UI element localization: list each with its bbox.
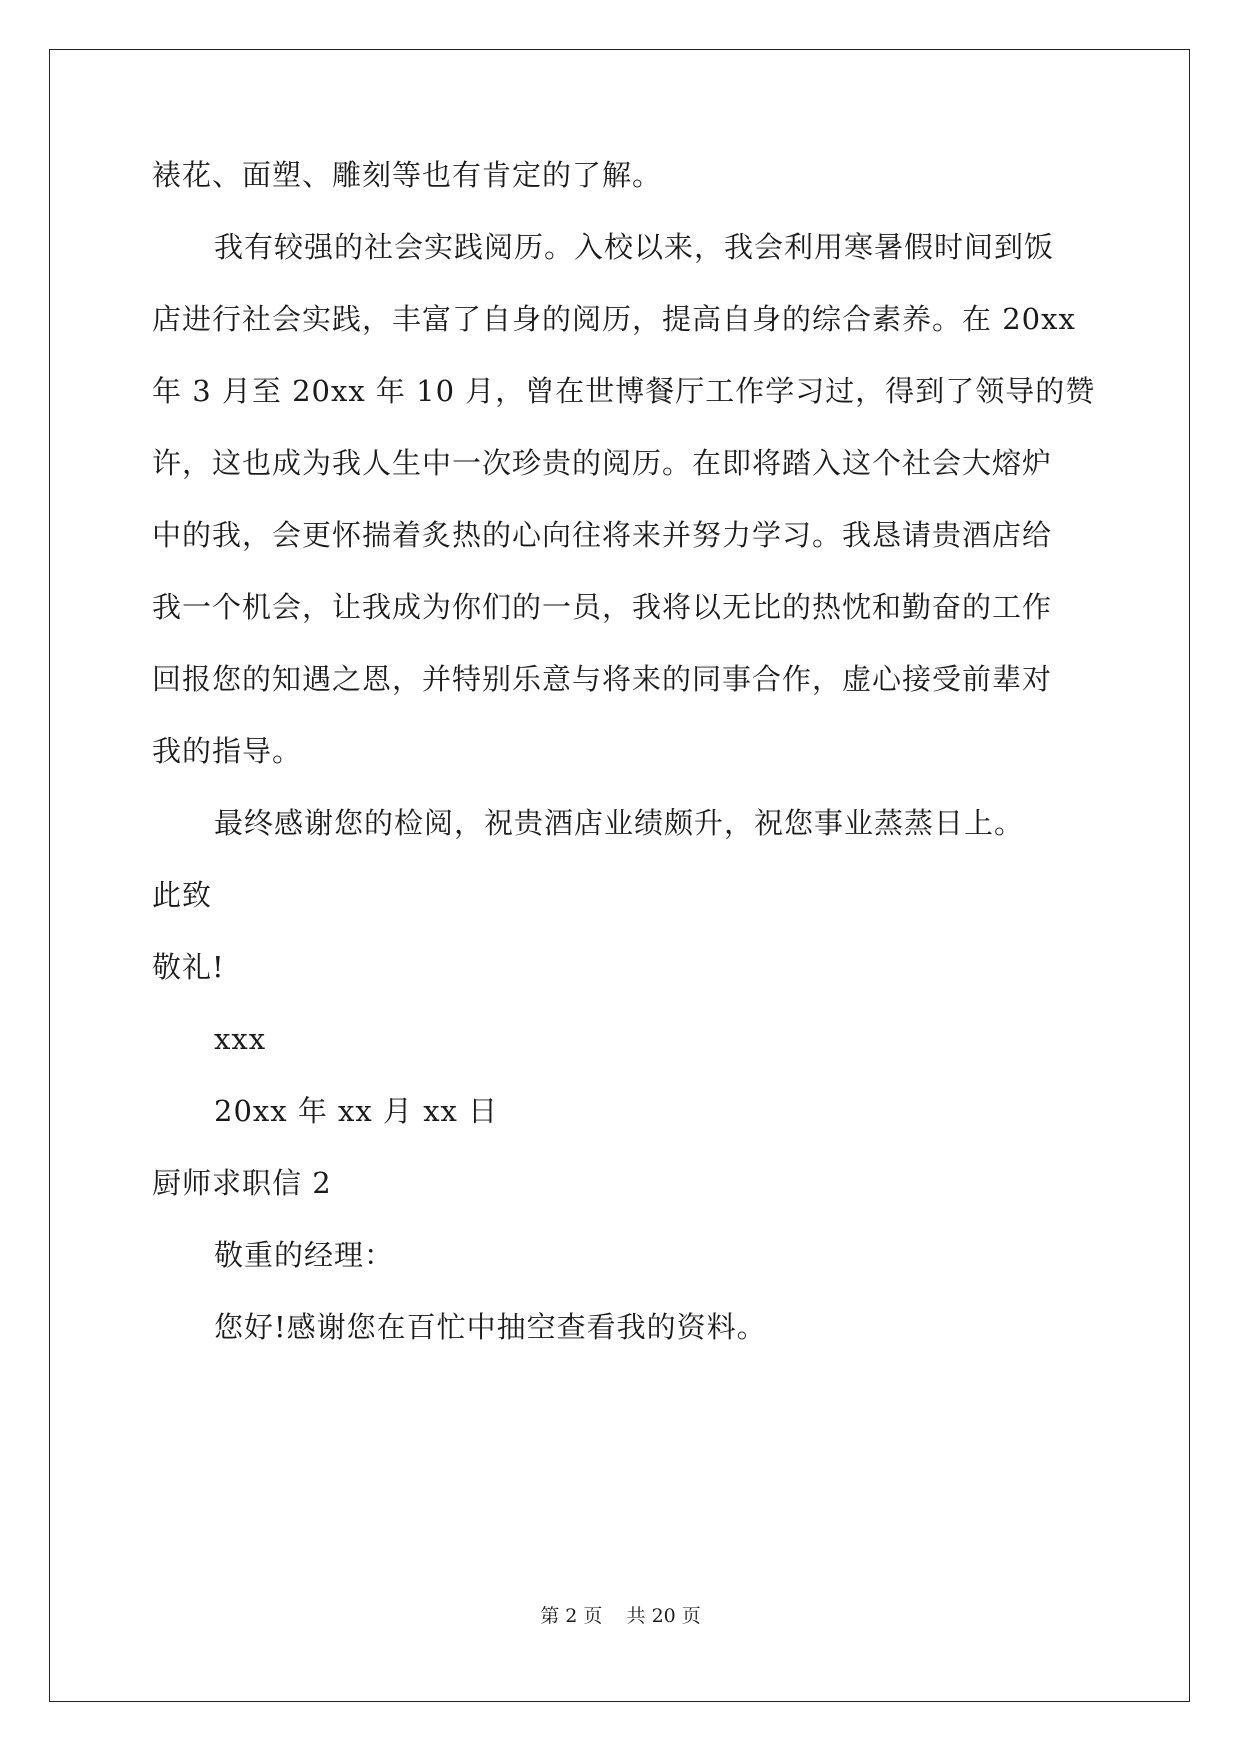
paragraph-line: 我有较强的社会实践阅历。入校以来，我会利用寒暑假时间到饭 (214, 230, 1055, 264)
page-number-footer: 第 2 页 共 20 页 (540, 1605, 701, 1627)
salutation-close: 此致 (152, 878, 213, 912)
closing-paragraph: 最终感谢您的检阅，祝贵酒店业绩颇升，祝您事业蒸蒸日上。 (214, 806, 1025, 840)
letter-greeting: 敬重的经理： (214, 1238, 395, 1272)
letter-opening: 您好!感谢您在百忙中抽空查看我的资料。 (214, 1310, 767, 1344)
text-line: 回报您的知遇之恩，并特别乐意与将来的同事合作，虚心接受前辈对 (152, 662, 1053, 696)
text-line: 中的我，会更怀揣着炙热的心向往将来并努力学习。我恳请贵酒店给 (152, 518, 1053, 552)
salutation-regards: 敬礼! (152, 950, 225, 984)
text-line: 店进行社会实践，丰富了自身的阅历，提高自身的综合素养。在 20xx (152, 302, 1076, 336)
text-line: 我的指导。 (152, 734, 303, 768)
signature-name: xxx (214, 1022, 267, 1056)
text-line: 裱花、面塑、雕刻等也有肯定的了解。 (152, 158, 663, 192)
text-line: 年 3 月至 20xx 年 10 月，曾在世博餐厅工作学习过，得到了领导的赞 (152, 374, 1096, 408)
text-line: 许，这也成为我人生中一次珍贵的阅历。在即将踏入这个社会大熔炉 (152, 446, 1053, 480)
signature-date: 20xx 年 xx 月 xx 日 (214, 1094, 499, 1128)
text-line: 我一个机会，让我成为你们的一员，我将以无比的热忱和勤奋的工作 (152, 590, 1053, 624)
section-heading: 厨师求职信 2 (152, 1166, 332, 1200)
page-border (49, 49, 1190, 1702)
